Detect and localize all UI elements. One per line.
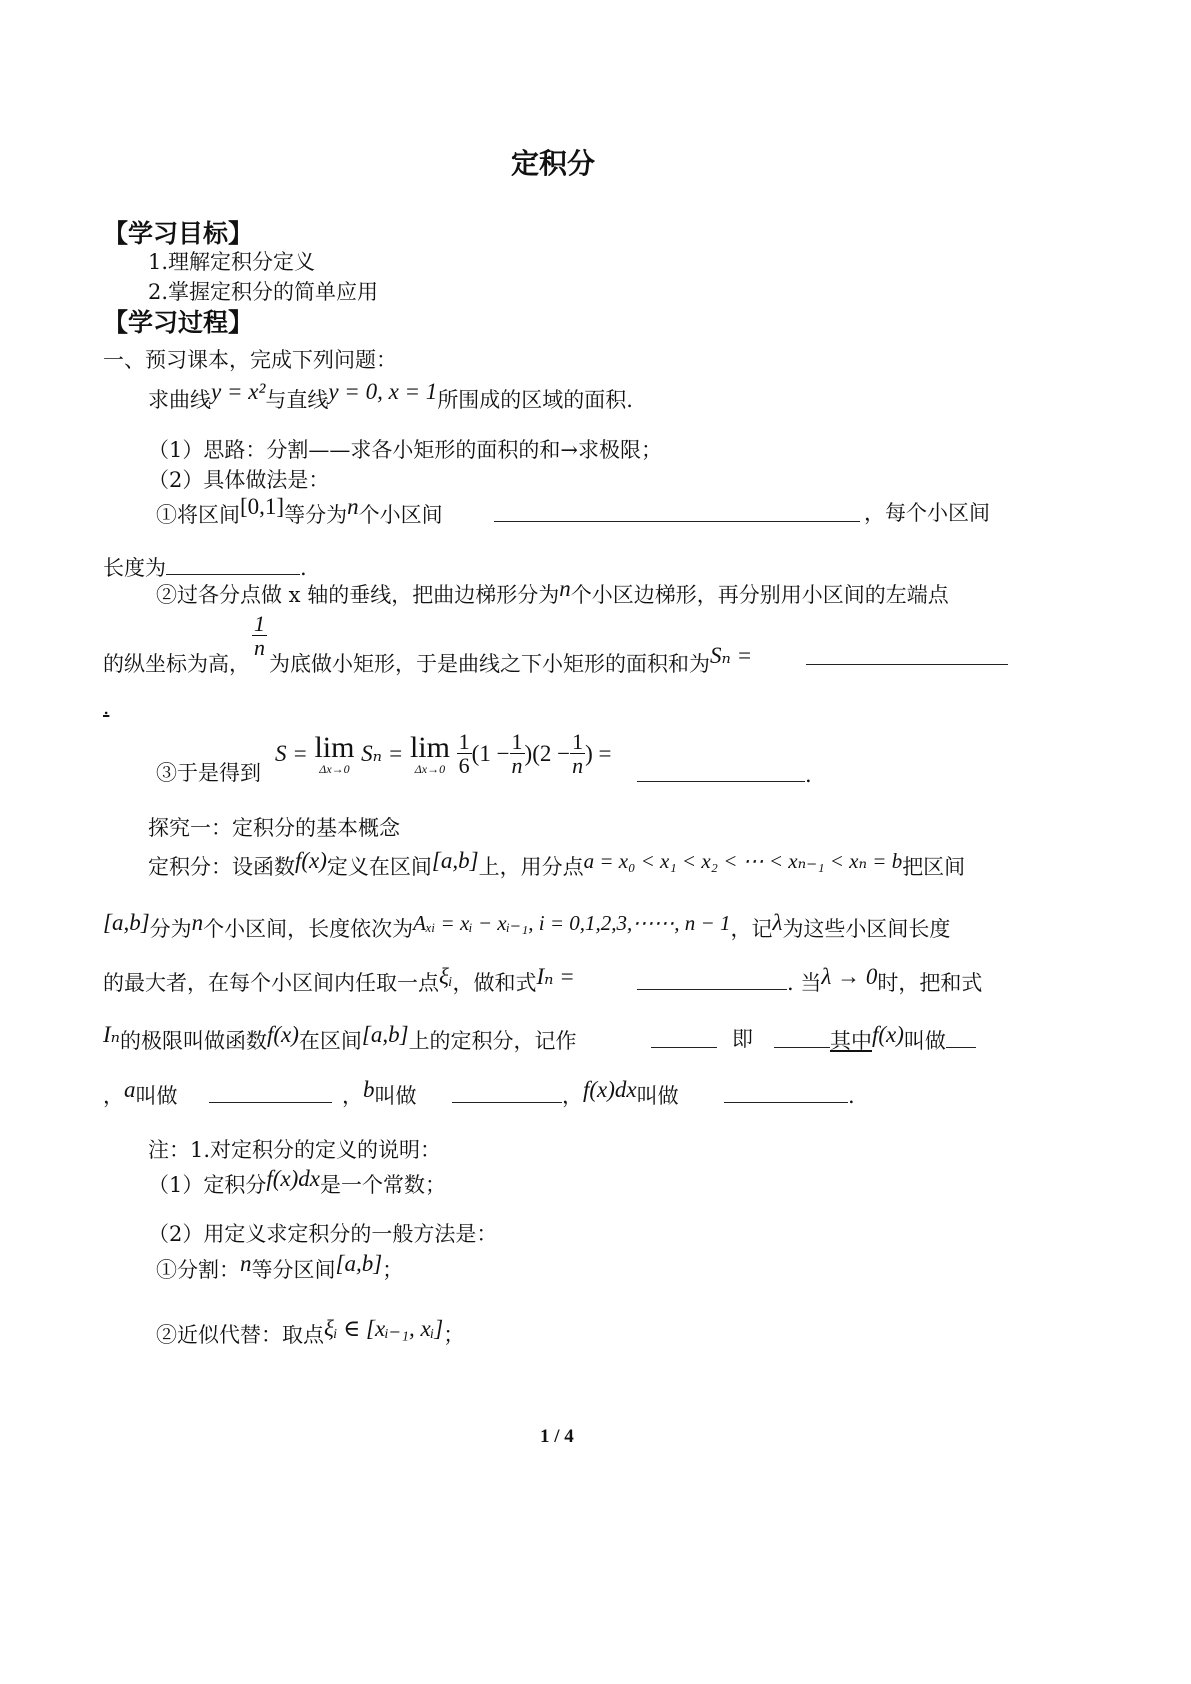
lambda-to-zero: λ → 0 — [821, 964, 878, 989]
def-text-o: 上的定积分，记作 — [408, 1029, 577, 1053]
notation-blank[interactable] — [651, 1029, 717, 1052]
def-text-t: 叫做 — [374, 1084, 417, 1108]
interval-01: [0,1] — [240, 494, 285, 519]
def-text-s: 叫做 — [135, 1084, 178, 1108]
item1-blank-intervals[interactable] — [494, 503, 860, 526]
fraction-1-over-n: $\frac{1}{n}$ — [254, 611, 265, 661]
def-text-c: 上，用分点 — [478, 855, 584, 879]
item2-text-d: 为底做小矩形，于是曲线之下小矩形的面积和为 — [269, 652, 710, 677]
definition-line-5c — [452, 1077, 679, 1108]
def-text-h: 为这些小区间长度 — [782, 917, 951, 941]
definition-line-3 — [103, 964, 575, 995]
note3-text-c: ； — [382, 1258, 404, 1282]
sum-blank[interactable] — [637, 971, 787, 990]
item1-dot: . — [300, 556, 307, 580]
step-2: （2）具体做法是： — [148, 468, 330, 492]
explore-heading: 探究一：定积分的基本概念 — [148, 816, 400, 840]
item1-text-a: ①将区间 — [156, 503, 240, 527]
def-text-r: 叫做 — [903, 1029, 946, 1053]
problem-text-a: 求曲线 — [148, 388, 211, 412]
limit-factor-2: )(2 − — [524, 741, 571, 767]
fxdx-symbol: f(x)dx — [583, 1077, 637, 1102]
definition-line-4 — [103, 1022, 577, 1053]
note1-text-b: 是一个常数； — [320, 1173, 447, 1197]
item1-text-b: 等分为 — [284, 503, 348, 527]
item1-text-d: ，每个小区间 — [864, 501, 990, 525]
limit-expression — [275, 730, 611, 777]
item-2-line — [156, 576, 949, 607]
item3-blank-result — [637, 763, 812, 786]
sn-symbol: Sₙ = — [710, 643, 753, 669]
xi-in-interval: ξᵢ ∈ [xᵢ₋₁, xᵢ] — [324, 1316, 444, 1341]
item2-blank-sum[interactable] — [806, 646, 1008, 669]
definition-line-5 — [103, 1077, 178, 1108]
def-text-k: . 当 — [787, 971, 822, 995]
definition-line-1 — [148, 848, 966, 879]
item2-dot: . — [103, 695, 110, 719]
item-1-line-2 — [103, 556, 307, 579]
lambda-symbol: λ — [772, 910, 783, 935]
limit-equals: ) = — [585, 741, 612, 767]
fraction-1-over-n: $\frac{1}{n}$ — [572, 729, 584, 779]
page-number: 1 / 4 — [540, 1426, 574, 1447]
item3-text-a: ③于是得到 — [156, 761, 261, 785]
integrand-blank[interactable] — [946, 1029, 976, 1048]
def-text-n: 在区间 — [298, 1029, 362, 1053]
partition-expression: a = x₀ < x₁ < x₂ < ⋯ < xₙ₋₁ < xₙ = b — [583, 849, 903, 873]
limit-operator: lim Δx→0 — [314, 730, 355, 776]
item-2-line-2 — [103, 611, 753, 677]
interval-ab: [a,b] — [431, 848, 479, 873]
note-3 — [156, 1251, 404, 1282]
limit-operator-2: lim Δx→0 — [409, 730, 450, 776]
note-1 — [148, 1166, 447, 1197]
definition-line-2 — [103, 910, 951, 941]
curve-equation: y = x² — [211, 379, 266, 404]
n-symbol: n — [559, 576, 571, 601]
interval-ab: [a,b] — [103, 910, 150, 935]
def-text-p: 即 — [732, 1027, 753, 1051]
goal-2: 2.掌握定积分的简单应用 — [148, 280, 379, 304]
upper-limit-blank[interactable] — [452, 1084, 562, 1103]
item1-text-e: 长度为 — [103, 556, 166, 580]
item3-blank[interactable] — [637, 763, 805, 782]
n-symbol: n — [191, 910, 204, 935]
in-symbol: Iₙ — [103, 1022, 120, 1047]
process-heading: 【学习过程】 — [103, 308, 254, 337]
item2-text-c: 的纵坐标为高， — [103, 652, 250, 677]
def-text-i: 的最大者，在每个小区间内任取一点 — [103, 971, 439, 995]
definition-line-5d — [724, 1084, 855, 1107]
step-1: （1）思路：分割——求各小矩形的面积的和→求极限； — [148, 438, 662, 462]
sn-symbol: Sₙ = — [361, 741, 404, 767]
lengths-expression: Aₓᵢ = xᵢ − xᵢ₋₁, i = 0,1,2,3,⋯⋯, n − 1 — [413, 911, 731, 935]
part1-intro: 一、预习课本，完成下列问题： — [103, 348, 397, 372]
def-comma: ， — [103, 1084, 124, 1108]
def-text-g: ，记 — [730, 917, 773, 941]
item2-text-a: ②过各分点做 x 轴的垂线，把曲边梯形分为 — [156, 583, 560, 607]
def-text-u: 叫做 — [636, 1084, 679, 1108]
item1-blank-length[interactable] — [166, 556, 300, 575]
def-text-j: ，做和式 — [452, 971, 537, 995]
lower-limit-blank[interactable] — [209, 1084, 332, 1107]
item1-text-c: 个小区间 — [358, 503, 443, 527]
note4-text-b: ； — [443, 1323, 465, 1347]
s-symbol: S = — [275, 741, 308, 767]
interval-ab: [a,b] — [361, 1022, 409, 1047]
in-symbol: Iₙ = — [536, 964, 575, 989]
note-heading: 注：1.对定积分的定义的说明： — [148, 1138, 442, 1162]
b-symbol: b — [363, 1077, 375, 1102]
goal-1: 1.理解定积分定义 — [148, 250, 316, 274]
n-symbol: n — [240, 1251, 252, 1276]
line-equation: y = 0, x = 1 — [328, 379, 438, 404]
def-text-f: 个小区间，长度依次为 — [203, 917, 414, 941]
note-2: （2）用定义求定积分的一般方法是： — [148, 1222, 498, 1246]
xi-symbol: ξᵢ — [439, 964, 453, 989]
fraction-1-over-6: $\frac{1}{6}$ — [458, 729, 470, 779]
integrand-expression-blank[interactable] — [724, 1084, 848, 1103]
interval-ab: [a,b] — [335, 1251, 383, 1276]
note3-text-a: ①分割： — [156, 1258, 240, 1282]
definition-line-4b — [774, 1022, 976, 1053]
def-text-m: 的极限叫做函数 — [119, 1029, 267, 1053]
problem-text-c: 所围成的区域的面积. — [437, 388, 633, 412]
problem-text-b: 与直线 — [265, 388, 329, 412]
def-comma: ， — [342, 1084, 363, 1108]
item3-dot: . — [805, 763, 812, 787]
def-text-d: 把区间 — [902, 855, 966, 879]
page-title: 定积分 — [511, 147, 596, 180]
definition-line-3b — [637, 964, 983, 995]
fraction-1-over-n: $\frac{1}{n}$ — [511, 729, 523, 779]
fx-symbol: f(x) — [872, 1022, 904, 1047]
equals-blank[interactable] — [774, 1029, 830, 1048]
n-symbol: n — [347, 494, 359, 519]
def-text-l: 时，把和式 — [877, 971, 983, 995]
item2-text-b: 个小区边梯形，再分别用小区间的左端点 — [570, 583, 949, 607]
def-text-q: 其中 — [830, 1029, 872, 1053]
note-4 — [156, 1316, 465, 1347]
def-text-e: 分为 — [149, 917, 192, 941]
def-comma: ， — [562, 1084, 583, 1108]
definition-line-5b — [342, 1077, 417, 1108]
def-dot: . — [848, 1084, 855, 1108]
item-1-line — [156, 494, 443, 527]
fx-symbol: f(x) — [266, 1022, 299, 1047]
goals-heading: 【学习目标】 — [103, 219, 254, 248]
limit-factor-1: (1 − — [471, 741, 510, 767]
fx-symbol: f(x) — [295, 848, 327, 873]
a-symbol: a — [124, 1077, 136, 1102]
def-text-a: 定积分：设函数 — [148, 855, 295, 879]
note4-text-a: ②近似代替：取点 — [156, 1323, 324, 1347]
note1-text-a: （1）定积分 — [148, 1173, 267, 1197]
problem-line — [148, 379, 633, 412]
def-text-b: 定义在区间 — [326, 855, 432, 879]
note3-text-b: 等分区间 — [251, 1258, 336, 1282]
fxdx-symbol: f(x)dx — [266, 1166, 321, 1191]
